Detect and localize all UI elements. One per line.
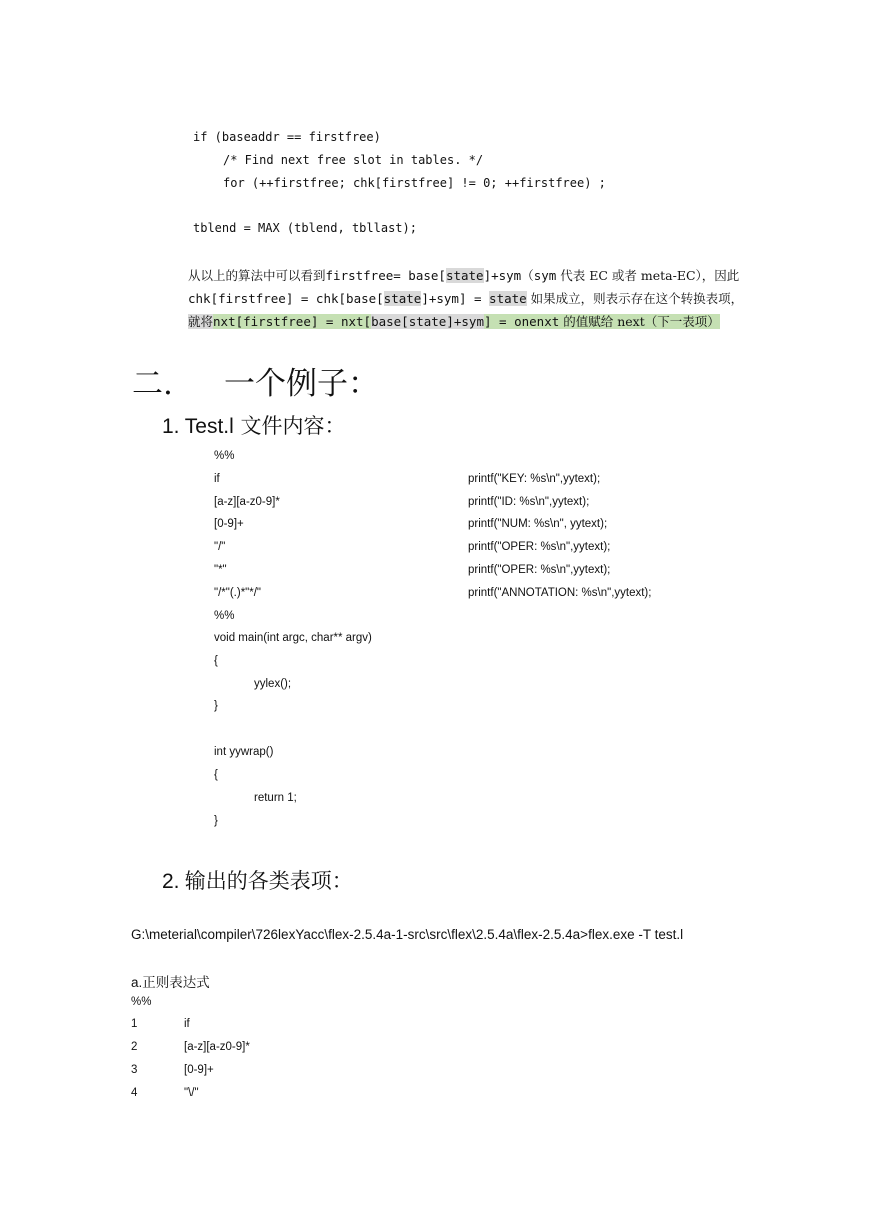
lex-rule-action: printf("NUM: %s\n", yytext); [468,518,608,530]
lex-rule-pattern: %% [214,610,235,622]
brace-open: { [214,655,218,667]
section-title: 一个例子： [224,366,379,402]
lex-rule-action: printf("ANNOTATION: %s\n",yytext); [468,587,652,599]
code-line-tblend: tblend = MAX (tblend, tbllast); [193,221,417,235]
regex-expression: if [184,1018,190,1030]
regex-expression: "\/" [184,1087,199,1099]
lex-rule-action: printf("KEY: %s\n",yytext); [468,473,601,485]
lex-rule-action: printf("ID: %s\n",yytext); [468,496,590,508]
lex-rule-pattern: [a-z][a-z0-9]* [214,496,280,508]
regex-number: 3 [131,1064,138,1076]
lex-rule-action: printf("OPER: %s\n",yytext); [468,541,611,553]
regex-section-title: a.正则表达式 [131,975,210,991]
regex-number: 4 [131,1087,138,1099]
subsection-heading-2: 2. 输出的各类表项： [162,869,353,893]
regex-marker: %% [131,996,152,1008]
brace-close: } [214,815,218,827]
lex-rule-pattern: "/" [214,541,226,553]
yywrap-signature: int yywrap() [214,746,274,758]
code-line-if: if (baseaddr == firstfree) [193,130,381,144]
lex-rule-pattern: if [214,473,220,485]
regex-number: 1 [131,1018,138,1030]
paragraph-line-2: chk[firstfree] = chk[base[state]+sym] = state 如果成立，则表示存在这个转换表项， [188,291,744,306]
code-line-comment: /* Find next free slot in tables. */ [223,153,484,167]
code-line-for: for (++firstfree; chk[firstfree] != 0; ++firstfree) ; [223,176,606,190]
paragraph-line-3: 就将nxt[firstfree] = nxt[base[state]+sym] = onenxt 的值赋给 next（下一表项） [188,314,720,329]
paragraph-line-1: 从以上的算法中可以看到firstfree= base[state]+sym（sym 代表 EC 或者 meta-EC），因此 [188,268,740,283]
lex-rule-action: printf("OPER: %s\n",yytext); [468,564,611,576]
lex-rule-pattern: [0-9]+ [214,518,244,530]
subsection-heading-1: 1. Test.l 文件内容： [162,414,346,438]
brace-open: { [214,769,218,781]
brace-close: } [214,700,218,712]
regex-expression: [0-9]+ [184,1064,214,1076]
yylex-call: yylex(); [254,678,292,690]
lex-rule-pattern: %% [214,450,235,462]
regex-number: 2 [131,1041,138,1053]
lex-rule-pattern: "/*"(.)*"*/" [214,587,261,599]
regex-expression: [a-z][a-z0-9]* [184,1041,250,1053]
section-number: 二. [132,366,173,402]
lex-rule-pattern: "*" [214,564,227,576]
main-signature: void main(int argc, char** argv) [214,632,372,644]
return-statement: return 1; [254,792,297,804]
command-line: G:\meterial\compiler\726lexYacc\flex-2.5.4a-1-src\src\flex\2.5.4a\flex-2.5.4a>flex.exe -T test.l [131,927,684,942]
